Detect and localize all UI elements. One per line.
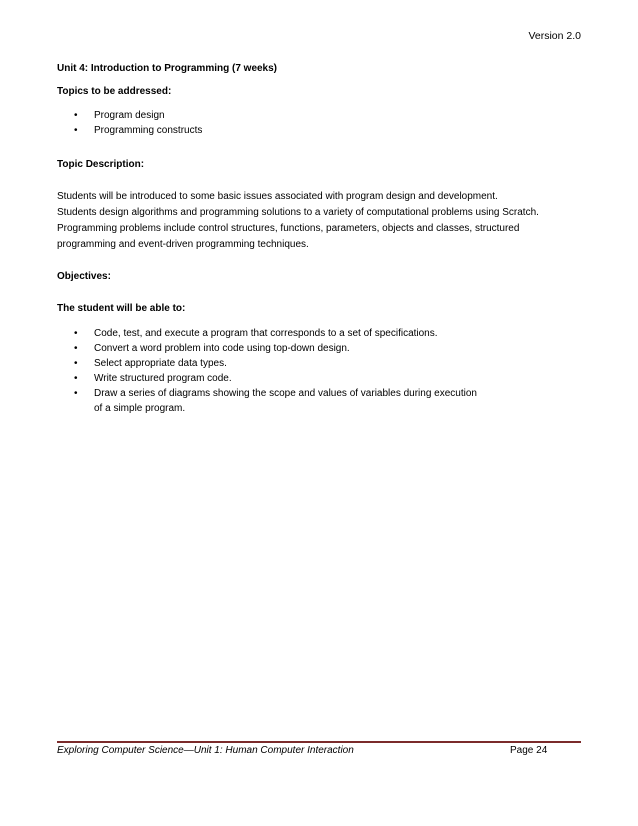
- bullet-icon: •: [74, 343, 78, 354]
- topics-heading: Topics to be addressed:: [57, 86, 172, 97]
- topic-text: Programming constructs: [94, 125, 203, 136]
- objective-continuation: [57, 401, 587, 416]
- objective-text: Draw a series of diagrams showing the scope and values of variables during execution: [94, 388, 477, 399]
- topic-item: [57, 108, 587, 123]
- objectives-intro: The student will be able to:: [57, 303, 186, 314]
- objective-item: [57, 371, 587, 386]
- bullet-icon: •: [74, 125, 78, 136]
- footer-page-number: Page 24: [510, 745, 548, 756]
- footer-rule: [57, 741, 581, 743]
- objective-text: Code, test, and execute a program that corresponds to a set of specifications.: [94, 328, 438, 339]
- objective-item: [57, 326, 587, 341]
- objective-item: [57, 356, 587, 371]
- objectives-list: [57, 326, 587, 416]
- footer-course-title: Exploring Computer Science—Unit 1: Human Computer Interaction: [57, 745, 354, 756]
- objective-text: Convert a word problem into code using top-down design.: [94, 343, 350, 354]
- objective-item: [57, 386, 587, 401]
- version-label: Version 2.0: [528, 30, 581, 42]
- bullet-icon: •: [74, 110, 78, 121]
- objective-text: of a simple program.: [94, 403, 186, 414]
- unit-title: Unit 4: Introduction to Programming (7 weeks): [57, 63, 278, 74]
- description-paragraph: [57, 189, 587, 253]
- bullet-icon: •: [74, 358, 78, 369]
- topics-list: [57, 108, 587, 138]
- description-line: Students will be introduced to some basic issues associated with program design and development.: [57, 191, 498, 202]
- bullet-icon: •: [74, 328, 78, 339]
- description-line: Programming problems include control structures, functions, parameters, objects and classes, structured: [57, 223, 520, 234]
- objective-text: Write structured program code.: [94, 373, 232, 384]
- page-content: [57, 59, 587, 416]
- description-heading: Topic Description:: [57, 159, 145, 170]
- bullet-icon: •: [74, 373, 78, 384]
- description-line: Students design algorithms and programming solutions to a variety of computational problems using Scratch.: [57, 207, 539, 218]
- objectives-heading: Objectives:: [57, 271, 111, 282]
- bullet-icon: •: [74, 388, 78, 399]
- topic-text: Program design: [94, 110, 165, 121]
- description-line: programming and event-driven programming techniques.: [57, 239, 309, 250]
- objective-text: Select appropriate data types.: [94, 358, 227, 369]
- topic-item: [57, 123, 587, 138]
- objective-item: [57, 341, 587, 356]
